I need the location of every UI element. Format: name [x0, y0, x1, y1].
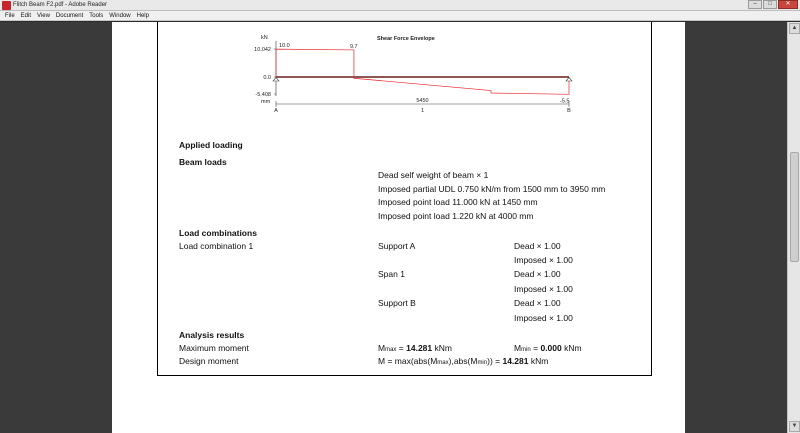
support-marker-b [566, 78, 572, 82]
scroll-thumb[interactable] [790, 152, 799, 262]
vertical-scrollbar[interactable] [787, 22, 800, 433]
combo-support-b: Support B [378, 298, 416, 308]
combo-support-a: Support A [378, 241, 416, 251]
y-tick-label: 0.0 [263, 75, 271, 81]
combo-span-1: Span 1 [378, 269, 405, 279]
max-moment-label: Maximum moment [179, 343, 249, 353]
adobe-reader-icon [2, 1, 11, 10]
span-length-label: 5450 [416, 98, 429, 104]
close-button[interactable]: ✕ [778, 0, 798, 9]
page-content-frame [157, 22, 652, 376]
load-line-1: Dead self weight of beam × 1 [378, 170, 489, 180]
menu-help[interactable]: Help [136, 13, 149, 19]
combo-span-1-dead: Dead × 1.00 [514, 269, 561, 279]
load-combination-1-label: Load combination 1 [179, 241, 254, 251]
chart-title: Shear Force Envelope [377, 36, 435, 42]
support-label-a: A [274, 108, 278, 114]
shear-force-chart [158, 22, 653, 122]
menu-document[interactable]: Document [55, 13, 84, 19]
menu-tools[interactable]: Tools [89, 13, 104, 19]
load-line-2: Imposed partial UDL 0.750 kN/m from 1500 mm to 3950 mm [378, 184, 606, 194]
support-label-b: B [567, 108, 571, 114]
minimize-button[interactable]: – [748, 0, 762, 9]
menu-window[interactable]: Window [109, 13, 131, 19]
combo-support-a-dead: Dead × 1.00 [514, 241, 561, 251]
heading-applied-loading: Applied loading [179, 140, 243, 150]
menu-file[interactable]: File [5, 13, 15, 19]
pdf-page [112, 22, 685, 433]
title-bar [0, 0, 800, 11]
document-viewer[interactable] [0, 22, 787, 433]
x-axis-unit-label: mm [261, 99, 271, 105]
y-tick-label: 10.042 [254, 47, 271, 53]
window-controls [747, 0, 798, 10]
shear-envelope-series [276, 49, 569, 94]
combo-support-b-imposed: Imposed × 1.00 [514, 313, 573, 323]
y-axis-label: kN [261, 35, 268, 41]
y-tick-label: -5.408 [255, 92, 271, 98]
value-label-end: -5.5 [560, 98, 570, 105]
menu-bar [0, 11, 800, 21]
design-moment-label: Design moment [179, 356, 239, 366]
value-label-load: 9.7 [349, 43, 358, 50]
heading-load-combinations: Load combinations [179, 228, 257, 238]
load-line-3: Imposed point load 11.000 kN at 1450 mm [378, 197, 538, 207]
value-label-start: 10.0 [279, 43, 290, 50]
combo-span-1-imposed: Imposed × 1.00 [514, 284, 573, 294]
span-number-label: 1 [420, 108, 425, 114]
combo-support-a-imposed: Imposed × 1.00 [514, 255, 573, 265]
scroll-down-button[interactable]: ▼ [789, 421, 800, 432]
load-line-4: Imposed point load 1.220 kN at 4000 mm [378, 211, 534, 221]
design-moment-value: M = max(abs(Mmax),abs(Mmin)) = 14.281 kNm [378, 356, 549, 366]
support-marker-a [273, 78, 279, 82]
min-moment-value: Mmin = 0.000 kNm [514, 343, 582, 353]
combo-support-b-dead: Dead × 1.00 [514, 298, 561, 308]
menu-view[interactable]: View [37, 13, 50, 19]
menu-edit[interactable]: Edit [20, 13, 32, 19]
maximize-button[interactable]: □ [763, 0, 777, 9]
scroll-up-button[interactable]: ▲ [789, 23, 800, 34]
heading-beam-loads: Beam loads [179, 157, 227, 167]
window-title: Flitch Beam F2.pdf - Adobe Reader [13, 2, 108, 8]
heading-analysis-results: Analysis results [179, 330, 245, 340]
max-moment-value: Mmax = 14.281 kNm [378, 343, 452, 353]
